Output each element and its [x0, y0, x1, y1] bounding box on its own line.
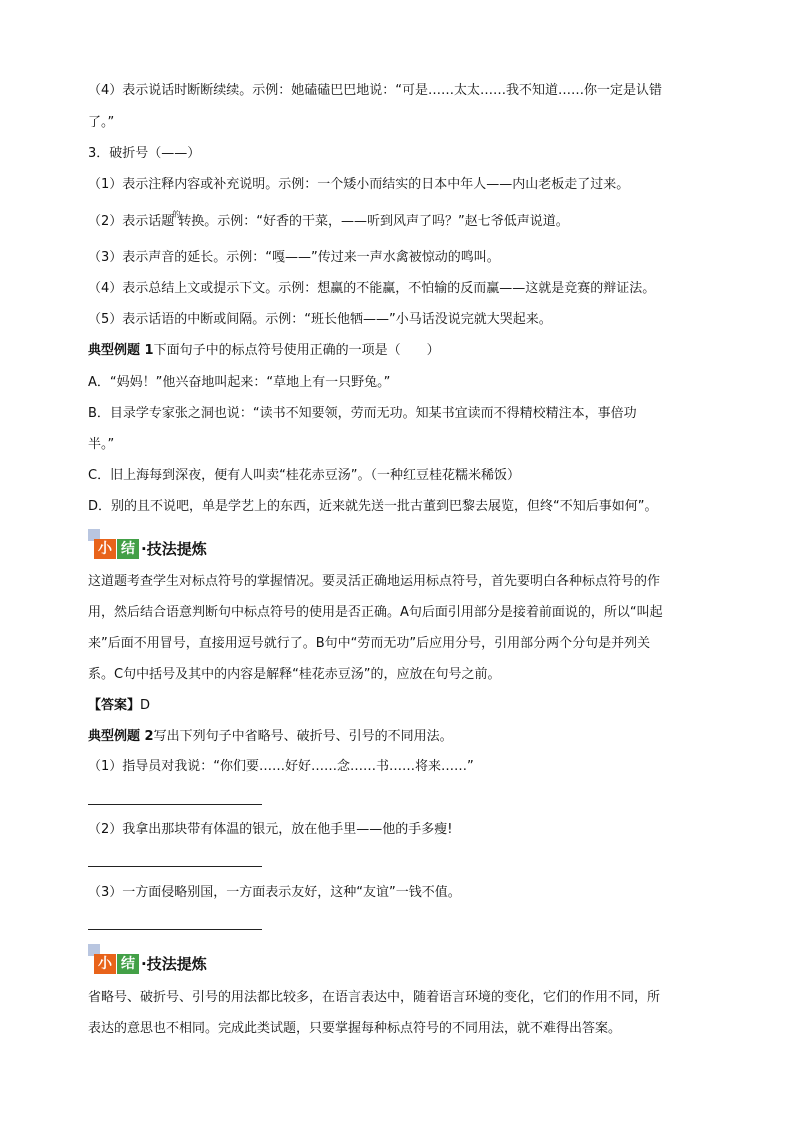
question-item: （3）一方面侵略别国，一方面表示友好，这种“友谊”一钱不值。	[88, 885, 461, 900]
text-line: （4）表示总结上文或提示下文。示例：想赢的不能赢，不怕输的反而赢——这就是竞赛的辩证法。	[88, 281, 656, 296]
option-a: A．“妈妈！”他兴奋地叫起来：“草地上有一只野兔。”	[88, 375, 391, 390]
analysis-line: 来”后面不用冒号，直接用逗号就行了。B句中“劳而无功”后应用分号，引用部分两个分句是并列关	[88, 636, 651, 651]
option-b: B．目录学专家张之洞也说：“读书不知要领，劳而无功。知某书宜读而不得精校精注本，事倍功	[88, 406, 637, 421]
example-label: 典型例题 1	[88, 343, 154, 358]
option-d: D．别的且不说吧，单是学艺上的东西，近来就先送一批古董到巴黎去展览，但终“不知后事如何”。	[88, 499, 658, 514]
question-item: （1）指导员对我说：“你们要……好好……念……书……将来……”	[88, 759, 474, 774]
text-line: （5）表示话语的中断或间隔。示例：“班长他牺——”小马话没说完就大哭起来。	[88, 312, 552, 327]
answer-blank[interactable]	[88, 866, 262, 867]
answer-line	[88, 696, 150, 716]
example-question: 写出下列句子中省略号、破折号、引号的不同用法。	[153, 729, 453, 744]
section-heading: 3．破折号（——）	[88, 146, 201, 161]
text-line: （1）表示注释内容或补充说明。示例：一个矮小而结实的日本中年人——内山老板走了过来。	[88, 177, 630, 192]
answer-label: 【答案】	[88, 698, 141, 713]
example-heading	[88, 727, 453, 747]
text-line: （4）表示说话时断断续续。示例：她磕磕巴巴地说：“可是……太太……我不知道……你一定是认错	[88, 83, 663, 98]
answer-blank[interactable]	[88, 804, 262, 805]
summary-tag-2: 结	[117, 539, 139, 559]
summary-title: ·技法提炼	[141, 540, 207, 558]
summary-tag-2: 结	[117, 954, 139, 974]
text-line: 了。”	[88, 115, 115, 130]
example-heading	[88, 341, 440, 361]
option-c: C．旧上海每到深夜，便有人叫卖“桂花赤豆汤”。（一种红豆桂花糯米稀饭）	[88, 468, 521, 483]
summary-title: ·技法提炼	[141, 955, 207, 973]
superscript-char: 的	[172, 210, 181, 219]
analysis-line: 省略号、破折号、引号的用法都比较多，在语言表达中，随着语言环境的变化，它们的作用不同，所	[88, 990, 661, 1005]
summary-tag-1: 小	[94, 954, 116, 974]
question-item: （2）我拿出那块带有体温的银元，放在他手里——他的手多瘦!	[88, 822, 453, 837]
example-question: 下面句子中的标点符号使用正确的一项是（ ）	[153, 343, 440, 358]
option-b-cont: 半。”	[88, 437, 115, 452]
analysis-line: 用，然后结合语意判断句中标点符号的使用是否正确。A句后面引用部分是接着前面说的，所以“叫起	[88, 605, 663, 620]
text-fragment: （2）表示话题	[88, 214, 175, 229]
analysis-line: 这道题考查学生对标点符号的掌握情况。要灵活正确地运用标点符号，首先要明白各种标点符号的作	[88, 574, 661, 589]
answer-blank[interactable]	[88, 929, 262, 930]
summary-tag-1: 小	[94, 539, 116, 559]
answer-value: D	[140, 698, 151, 713]
text-fragment: 转换。示例：“好香的干菜，——听到风声了吗？”赵七爷低声说道。	[178, 214, 569, 229]
analysis-line: 表达的意思也不相同。完成此类试题，只要掌握每种标点符号的不同用法，就不难得出答案。	[88, 1021, 622, 1036]
text-line: （3）表示声音的延长。示例：“嘎——”传过来一声水禽被惊动的鸣叫。	[88, 250, 500, 265]
analysis-line: 系。C句中括号及其中的内容是解释“桂花赤豆汤”的，应放在句号之前。	[88, 667, 501, 682]
example-label: 典型例题 2	[88, 729, 154, 744]
text-line	[88, 212, 569, 233]
